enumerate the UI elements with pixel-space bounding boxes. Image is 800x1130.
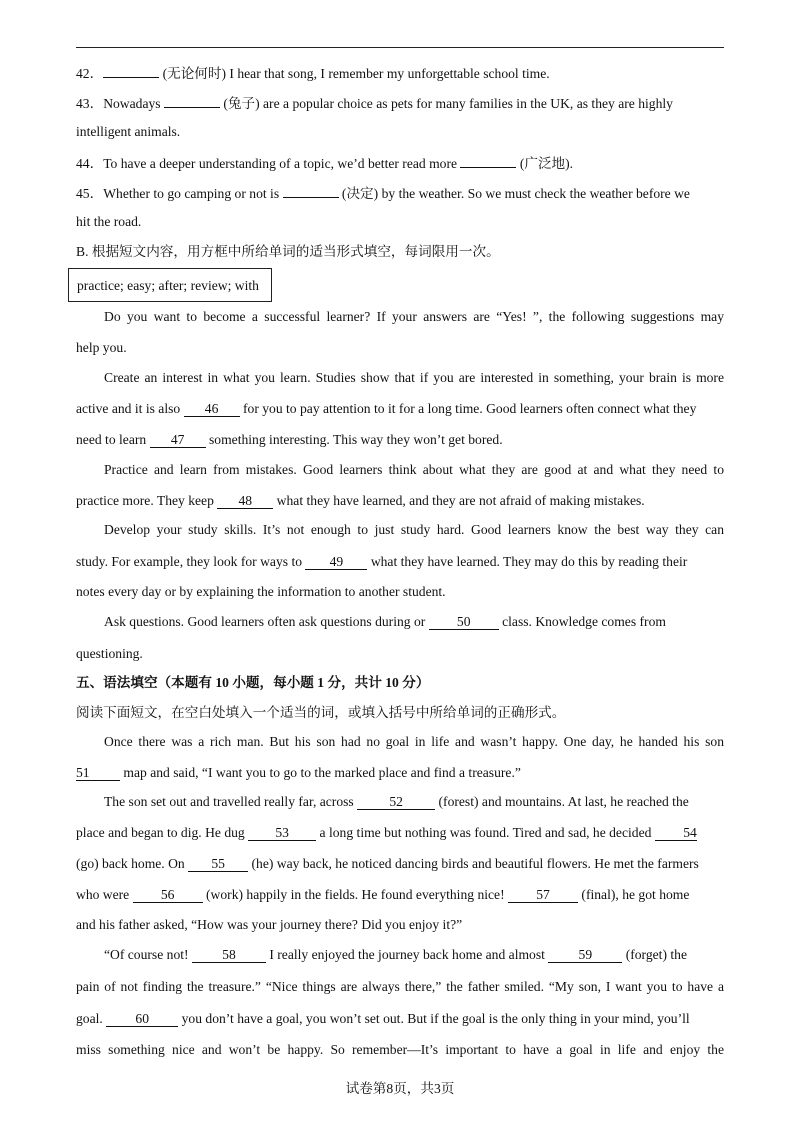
passage-b-line <box>104 613 666 631</box>
word-box <box>68 268 272 302</box>
question-text: I hear that song, I remember my unforgettable school time. <box>226 66 550 81</box>
passage-b-line <box>76 431 503 449</box>
passage-5-line <box>76 855 699 873</box>
passage-b-line: questioning. <box>76 646 143 661</box>
question-number: 42． <box>76 66 104 81</box>
answer-blank-59[interactable]: 59 <box>548 947 622 963</box>
question-number: 45． <box>76 186 104 201</box>
text-span: I really enjoyed the journey back home and almost <box>265 947 549 962</box>
passage-5-line <box>104 946 687 964</box>
answer-blank-43[interactable] <box>164 92 220 108</box>
answer-blank-58[interactable]: 58 <box>192 947 266 963</box>
question-number: 43． <box>76 96 104 111</box>
passage-b-line: Practice and learn from mistakes. Good learners think about what they are good at and what they need to <box>104 462 724 477</box>
passage-5-line: pain of not finding the treasure.” “Nice things are always there,” the father smiled. “My son, I want you to have a <box>76 979 724 994</box>
text-span: The son set out and travelled really far, across <box>104 794 358 809</box>
answer-blank-48[interactable]: 48 <box>217 493 273 509</box>
text-span: active and it is also <box>76 401 184 416</box>
page-footer: 试卷第8页，共3页 <box>345 1081 455 1096</box>
passage-b-line: Develop your study skills. It’s not enough to just study hard. Good learners know the best way they can <box>104 522 724 537</box>
answer-blank-53[interactable]: 53 <box>248 825 316 841</box>
passage-5-line <box>104 793 689 811</box>
text-span: who were <box>76 887 133 902</box>
passage-5-line: Once there was a rich man. But his son had no goal in life and wasn’t happy. One day, he handed his son <box>104 734 724 749</box>
text-span: practice more. They keep <box>76 493 218 508</box>
text-span: what they have learned, and they are not afraid of making mistakes. <box>273 493 645 508</box>
text-span: study. For example, they look for ways to <box>76 554 306 569</box>
question-45-cont: hit the road. <box>76 214 142 229</box>
section-title: 五、语法填空（本题有 10 小题，每小题 1 分，共计 10 分） <box>76 675 430 690</box>
text-span: something interesting. This way they won’t get bored. <box>205 432 503 447</box>
answer-blank-60[interactable]: 60 <box>106 1011 178 1027</box>
question-hint: (广泛地). <box>519 156 574 171</box>
answer-blank-46[interactable]: 46 <box>184 401 240 417</box>
passage-5-line: and his father asked, “How was your journey there? Did you enjoy it?” <box>76 917 463 932</box>
passage-5-line <box>76 886 689 904</box>
answer-blank-47[interactable]: 47 <box>150 432 206 448</box>
text-span: (forget) the <box>622 947 687 962</box>
answer-blank-42[interactable] <box>103 62 159 78</box>
question-text: by the weather. So we must check the weather before we <box>378 186 690 201</box>
text-span: a long time but nothing was found. Tired and sad, he decided <box>316 825 655 840</box>
passage-5-line <box>76 824 697 842</box>
text-span: (he) way back, he noticed dancing birds and beautiful flowers. He met the farmers <box>248 856 699 871</box>
answer-blank-52[interactable]: 52 <box>357 794 435 810</box>
question-hint: (无论何时) <box>162 66 227 81</box>
text-span: Ask questions. Good learners often ask questions during or <box>104 614 429 629</box>
text-span: goal. <box>76 1011 107 1026</box>
text-span: (final), he got home <box>578 887 690 902</box>
answer-blank-49[interactable]: 49 <box>305 554 367 570</box>
question-text: Whether to go camping or not is <box>103 186 283 201</box>
passage-b-line <box>76 400 696 418</box>
question-hint: (决定) <box>341 186 379 201</box>
answer-blank-50[interactable]: 50 <box>429 614 499 630</box>
passage-5-line <box>76 1010 690 1028</box>
text-span: need to learn <box>76 432 150 447</box>
question-42 <box>76 62 550 83</box>
text-span: (forest) and mountains. At last, he reached the <box>435 794 689 809</box>
passage-b-line: Create an interest in what you learn. Studies show that if you are interested in something, your brain is more <box>104 370 724 385</box>
passage-b-line: notes every day or by explaining the information to another student. <box>76 584 446 599</box>
answer-blank-55[interactable]: 55 <box>188 856 248 872</box>
answer-blank-51[interactable]: 51 <box>76 765 120 781</box>
part-b-title: B. 根据短文内容，用方框中所给单词的适当形式填空，每词限用一次。 <box>76 244 500 259</box>
text-span: map and said, “I want you to go to the marked place and find a treasure.” <box>120 765 521 780</box>
passage-b-line: Do you want to become a successful learner? If your answers are “Yes! ”, the following suggestions may <box>104 309 724 324</box>
question-hint: (兔子) <box>223 96 260 111</box>
passage-b-line: help you. <box>76 340 127 355</box>
question-43-cont: intelligent animals. <box>76 124 181 139</box>
question-44 <box>76 152 573 173</box>
answer-blank-54[interactable]: 54 <box>655 825 697 841</box>
section-instructions: 阅读下面短文，在空白处填入一个适当的词，或填入括号中所给单词的正确形式。 <box>76 705 566 720</box>
passage-b-line <box>76 553 687 571</box>
question-text: are a popular choice as pets for many families in the UK, as they are highly <box>259 96 673 111</box>
passage-5-line <box>76 764 521 782</box>
text-span: “Of course not! <box>104 947 192 962</box>
text-span: what they have learned. They may do this by reading their <box>367 554 688 569</box>
question-45 <box>76 182 690 203</box>
answer-blank-57[interactable]: 57 <box>508 887 578 903</box>
text-span: place and began to dig. He dug <box>76 825 249 840</box>
question-text: Nowadays <box>103 96 164 111</box>
text-span: for you to pay attention to it for a long time. Good learners often connect what they <box>239 401 697 416</box>
question-43 <box>76 92 673 113</box>
question-number: 44． <box>76 156 104 171</box>
text-span: (work) happily in the fields. He found everything nice! <box>202 887 509 902</box>
answer-blank-45[interactable] <box>283 182 339 198</box>
passage-5-line: miss something nice and won’t be happy. So remember—It’s important to have a goal in life and enjoy the <box>76 1042 724 1057</box>
answer-blank-56[interactable]: 56 <box>133 887 203 903</box>
text-span: you don’t have a goal, you won’t set out. But if the goal is the only thing in your mind, you’ll <box>178 1011 690 1026</box>
answer-blank-44[interactable] <box>460 152 516 168</box>
question-text: To have a deeper understanding of a topic, we’d better read more <box>103 156 461 171</box>
text-span: class. Knowledge comes from <box>498 614 666 629</box>
header-rule <box>76 47 724 48</box>
text-span: (go) back home. On <box>76 856 189 871</box>
word-box-words: practice; easy; after; review; with <box>77 278 259 293</box>
passage-b-line <box>76 492 645 510</box>
